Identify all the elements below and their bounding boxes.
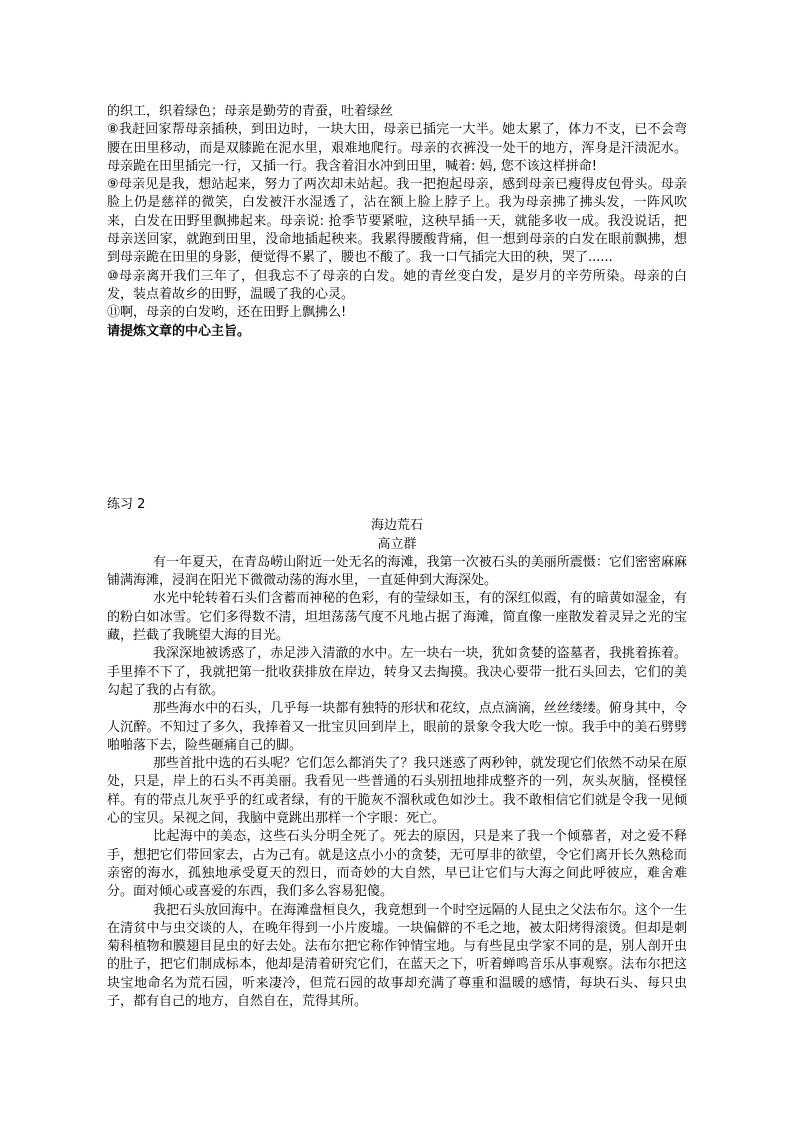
article-paragraph: 我把石头放回海中。在海滩盘桓良久，我竟想到一个时空远隔的人昆虫之父法布尔。这个一生在清贫中与虫交谈的人，在晚年得到一小片废墟。一块偏僻的不毛之地，被太阳烤得滚烫。但却是刺菊科植物和膜翅目昆虫的好去处。法布尔把它称作钟情宝地。与有些昆虫学家不同的是，别人剖开虫的肚子，把它们制成标本，他却是清着研究它们，在蓝天之下，听着蝉鸣音乐从事观察。法布尔把这块宝地命名为荒石园，听来凄冷，但荒石园的故事却充满了尊重和温暖的感情，每块石头、每只虫子，都有自己的地方，自然自在，荒得其所。	[107, 902, 687, 1010]
paragraph-9: ⑨母亲见是我，想站起来，努力了两次却未站起。我一把抱起母亲，感到母亲已瘦得皮包骨头。母亲脸上仍是慈祥的微笑，白发被汗水湿透了，沾在额上脸上脖子上。我为母亲拂了拂头发，一阵风吹来，白发在田野里飘拂起来。母亲说: 抢季节要紧啦，这秧早插一天，就能多收一成。我没说话，把母亲送回家，就跑到田里，没命地插起秧来。我累得腰酸背痛，但一想到母亲的白发在眼前飘拂，想到母亲跪在田里的身影，便觉得不累了，腰也不酸了。我一口气插完大田的秧，哭了......	[107, 177, 687, 266]
practice-2-section	[107, 496, 687, 1011]
article-paragraph: 那些海水中的石头，几乎每一块都有独特的形状和花纹，点点滴滴，丝丝缕缕。俯身其中，令人沉醉。不知过了多久，我捧着又一批宝贝回到岸上，眼前的景象令我大吃一惊。我手中的美石劈劈啪啪落下去，险些砸痛自己的脚。	[107, 701, 687, 753]
practice-label: 练习 2	[107, 497, 146, 512]
paragraph-10: ⑩母亲离开我们三年了，但我忘不了母亲的白发。她的青丝变白发，是岁月的辛劳所染。母亲的白发，装点着故乡的田野，温暖了我的心灵。	[107, 268, 687, 302]
practice-1-section	[107, 103, 687, 341]
article-paragraph: 有一年夏天，在青岛崂山附近一处无名的海滩，我第一次被石头的美丽所震慑：它们密密麻麻铺满海滩，浸润在阳光下微微动荡的海水里，一直延伸到大海深处。	[107, 554, 687, 589]
article-paragraph: 比起海中的美态，这些石头分明全死了。死去的原因，只是来了我一个倾慕者，对之爱不释手，想把它们带回家去，占为己有。就是这点小小的贪婪，无可厚非的欲望，令它们离开长久熟稔而亲密的海水，孤独地承受夏天的烈日，而奇妙的大自然，早已让它们与大海之间此呼彼应，难舍难分。面对倾心或喜爱的东西，我们多么容易犯傻。	[107, 829, 687, 900]
article-author: 高立群	[377, 536, 417, 552]
paragraph-8: ⑧我赶回家帮母亲插秧，到田边时，一块大田，母亲已插完一大半。她太累了，体力不支，已不会弯腰在田里移动，而是双膝跪在泥水里，艰难地爬行。母亲的衣裤没一处干的地方，浑身是汗渍泥水。母亲跪在田里插完一行，又插一行。我含着泪水冲到田里，喊着: 妈, 您不该这样拼命!	[107, 122, 687, 174]
paragraph-intro: 的织工，织着绿色；母亲是勤劳的青蚕，吐着绿丝	[107, 104, 394, 119]
article-paragraph: 那些首批中选的石头呢？它们怎么都消失了？我只迷惑了两秒钟，就发现它们依然不动呆在原处，只是，岸上的石头不再美丽。我看见一些普通的石头别扭地排成整齐的一列，灰头灰脑，怪模怪样。有的带点儿灰乎乎的红或者绿，有的干脆灰不溜秋或色如沙土。我不敢相信它们就是令我一见倾心的宝贝。呆视之间，我脑中竟跳出那样一个字眼：死亡。	[107, 756, 687, 827]
article-paragraph: 水光中轮转着石头们含蓄而神秘的色彩，有的莹绿如玉，有的深红似霞，有的暗黄如湿金，有的粉白如冰雪。它们多得数不清，坦坦荡荡气度不凡地占据了海滩，简直像一座散发着灵异之光的宝藏，拦截了我眺望大海的目光。	[107, 591, 687, 644]
paragraph-11: ⑪啊，母亲的白发哟，还在田野上飘拂么!	[107, 305, 347, 321]
article-title: 海边荒石	[370, 518, 423, 534]
question-text: 请提炼文章的中心主旨。	[107, 323, 251, 339]
article-paragraph: 我深深地被诱惑了，赤足涉入清澈的水中。左一块右一块，犹如贪婪的盗墓者，我挑着拣着。手里捧不下了，我就把第一批收获排放在岸边，转身又去掏摸。我决心要带一批石头回去，它们的美勾起了我的占有欲。	[107, 646, 687, 698]
